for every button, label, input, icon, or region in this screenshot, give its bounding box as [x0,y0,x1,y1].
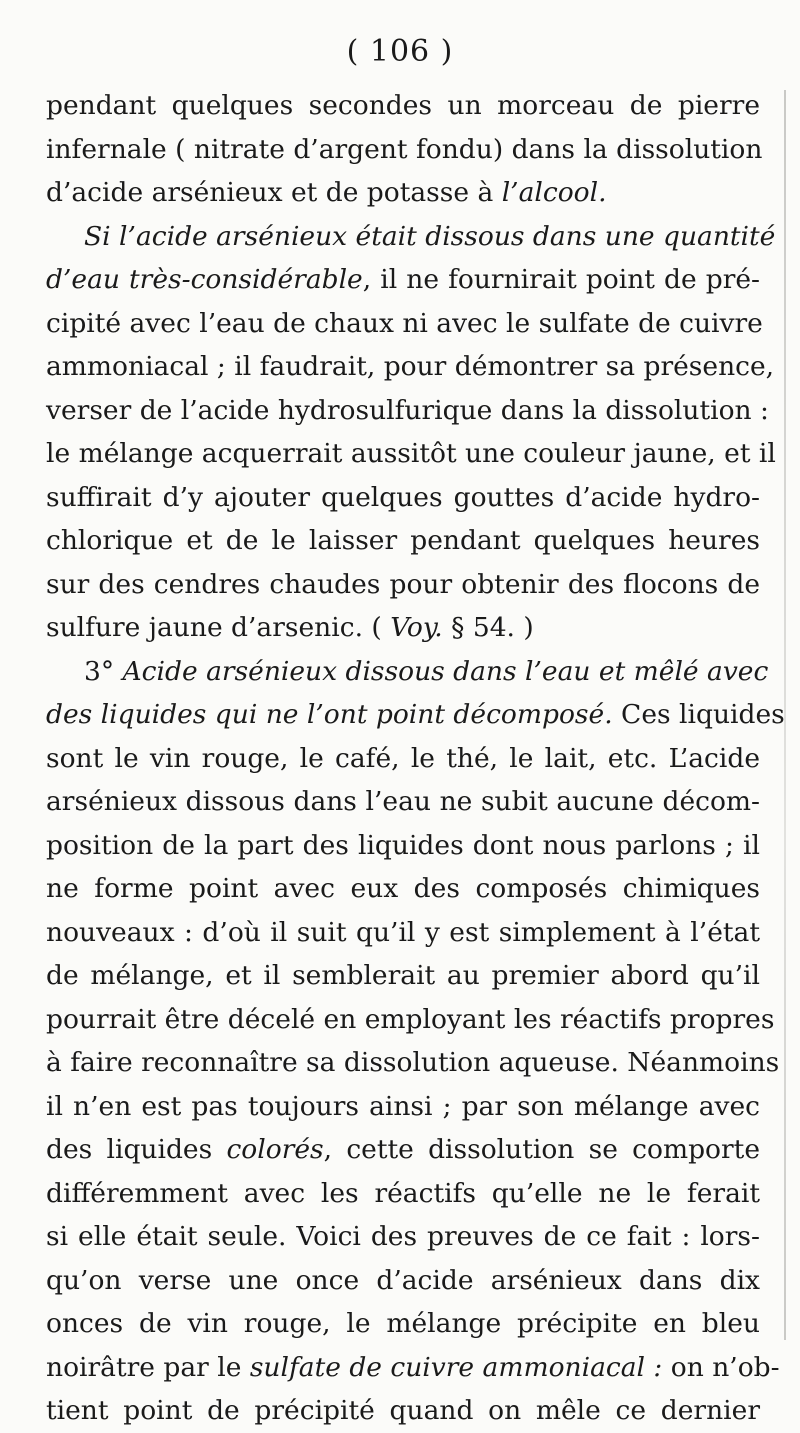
text-line [46,867,760,911]
text-segment: différemment avec les réactifs qu’elle ne le ferait [46,1177,760,1209]
text-segment: on n’ob- [662,1351,780,1383]
text-segment: sulfure jaune d’arsenic. ( [46,612,391,643]
text-line [46,519,760,563]
text-segment: si elle était seule. Voici des preuves de ce fait : lors- [46,1221,760,1252]
text-segment: cipité avec l’eau de chaux ni avec le sulfate de cuivre [46,307,763,339]
text-line [46,1085,760,1129]
italic-text: colorés [226,1134,324,1165]
text-line [46,737,760,781]
text-segment: ne forme point avec eux des composés chimiques [46,873,760,904]
text-line [46,171,760,215]
italic-text: Si l’acide arsénieux était dissous dans une quantité [84,220,776,252]
text-segment: chlorique et de le laisser pendant quelques heures [46,525,760,556]
text-segment: position de la part des liquides dont nous parlons ; il [46,829,760,861]
text-line [46,780,760,824]
italic-text: d’eau très-considérable [46,264,363,295]
text-segment: nouveaux : d’où il suit qu’il y est simplement à l’état [46,916,760,948]
text-line [46,1215,760,1259]
italic-text: sulfate de cuivre ammoniacal : [249,1351,663,1383]
text-line [46,84,760,128]
text-segment: 3° [84,655,123,687]
text-segment: d’acide arsénieux et de potasse à [46,177,502,208]
text-segment: verser de l’acide hydrosulfurique dans la dissolution : [46,394,769,426]
text-line [46,650,769,694]
text-segment: arsénieux dissous dans l’eau ne subit aucune décom- [46,786,760,817]
text-segment: onces de vin rouge, le mélange précipite en bleu [46,1308,760,1339]
text-line [46,258,760,302]
text-segment: ammoniacal ; il faudrait, pour démontrer sa présence, [46,351,775,382]
text-line [46,128,763,172]
text-segment: sur des cendres chaudes pour obtenir des flocons de [46,568,760,600]
text-segment: , il ne fournirait point de pré- [362,264,760,295]
text-segment: noirâtre par le [46,1351,250,1383]
italic-text: l’alcool. [501,177,607,208]
text-segment: infernale ( nitrate d’argent fondu) dans la dissolution [46,133,763,165]
text-line [46,1259,760,1303]
italic-text: Voy. [390,612,443,643]
text-line [46,824,760,868]
text-segment: pendant quelques secondes un morceau de pierre [46,90,760,121]
text-segment: il n’en est pas toujours ainsi ; par son mélange avec [46,1090,760,1122]
text-line [46,911,760,955]
text-segment: pourrait être décelé en employant les réactifs propres [46,1003,775,1035]
text-segment: Ces liquides [612,699,785,730]
text-line [46,302,763,346]
text-line [46,1041,780,1085]
text-line [46,954,760,998]
text-line [46,389,769,433]
text-segment: sont le vin rouge, le café, le thé, le lait, etc. L’acide [46,742,760,774]
page-number: ( 106 ) [346,34,454,69]
text-segment: § 54. ) [442,612,534,643]
italic-text: des liquides qui ne l’ont point décomposé. [46,699,613,730]
italic-text: Acide arsénieux dissous dans l’eau et mêlé avec [122,655,769,687]
body-text [46,84,785,1433]
text-line [46,476,760,520]
text-segment: tient point de précipité quand on mêle ce dernier [46,1395,760,1426]
text-segment: de mélange, et il semblerait au premier abord qu’il [46,960,760,991]
text-segment: qu’on verse une once d’acide arsénieux dans dix [46,1264,760,1296]
text-line [46,1172,760,1216]
text-line [46,693,785,737]
text-line [46,215,776,259]
text-line [46,432,776,476]
text-line [46,1128,760,1172]
text-segment: suffirait d’y ajouter quelques gouttes d’acide hydro- [46,481,760,513]
text-line [46,345,775,389]
text-segment: le mélange acquerrait aussitôt une couleur jaune, et il [46,438,776,469]
text-segment: , cette dissolution se comporte [323,1134,761,1165]
text-line [46,1346,780,1390]
text-line [46,1302,760,1346]
text-segment: des liquides [46,1134,227,1165]
text-line [46,563,760,607]
text-line [46,606,760,650]
text-segment: à faire reconnaître sa dissolution aqueuse. Néanmoins [46,1047,780,1078]
text-line [46,998,775,1042]
text-line [46,1389,760,1433]
